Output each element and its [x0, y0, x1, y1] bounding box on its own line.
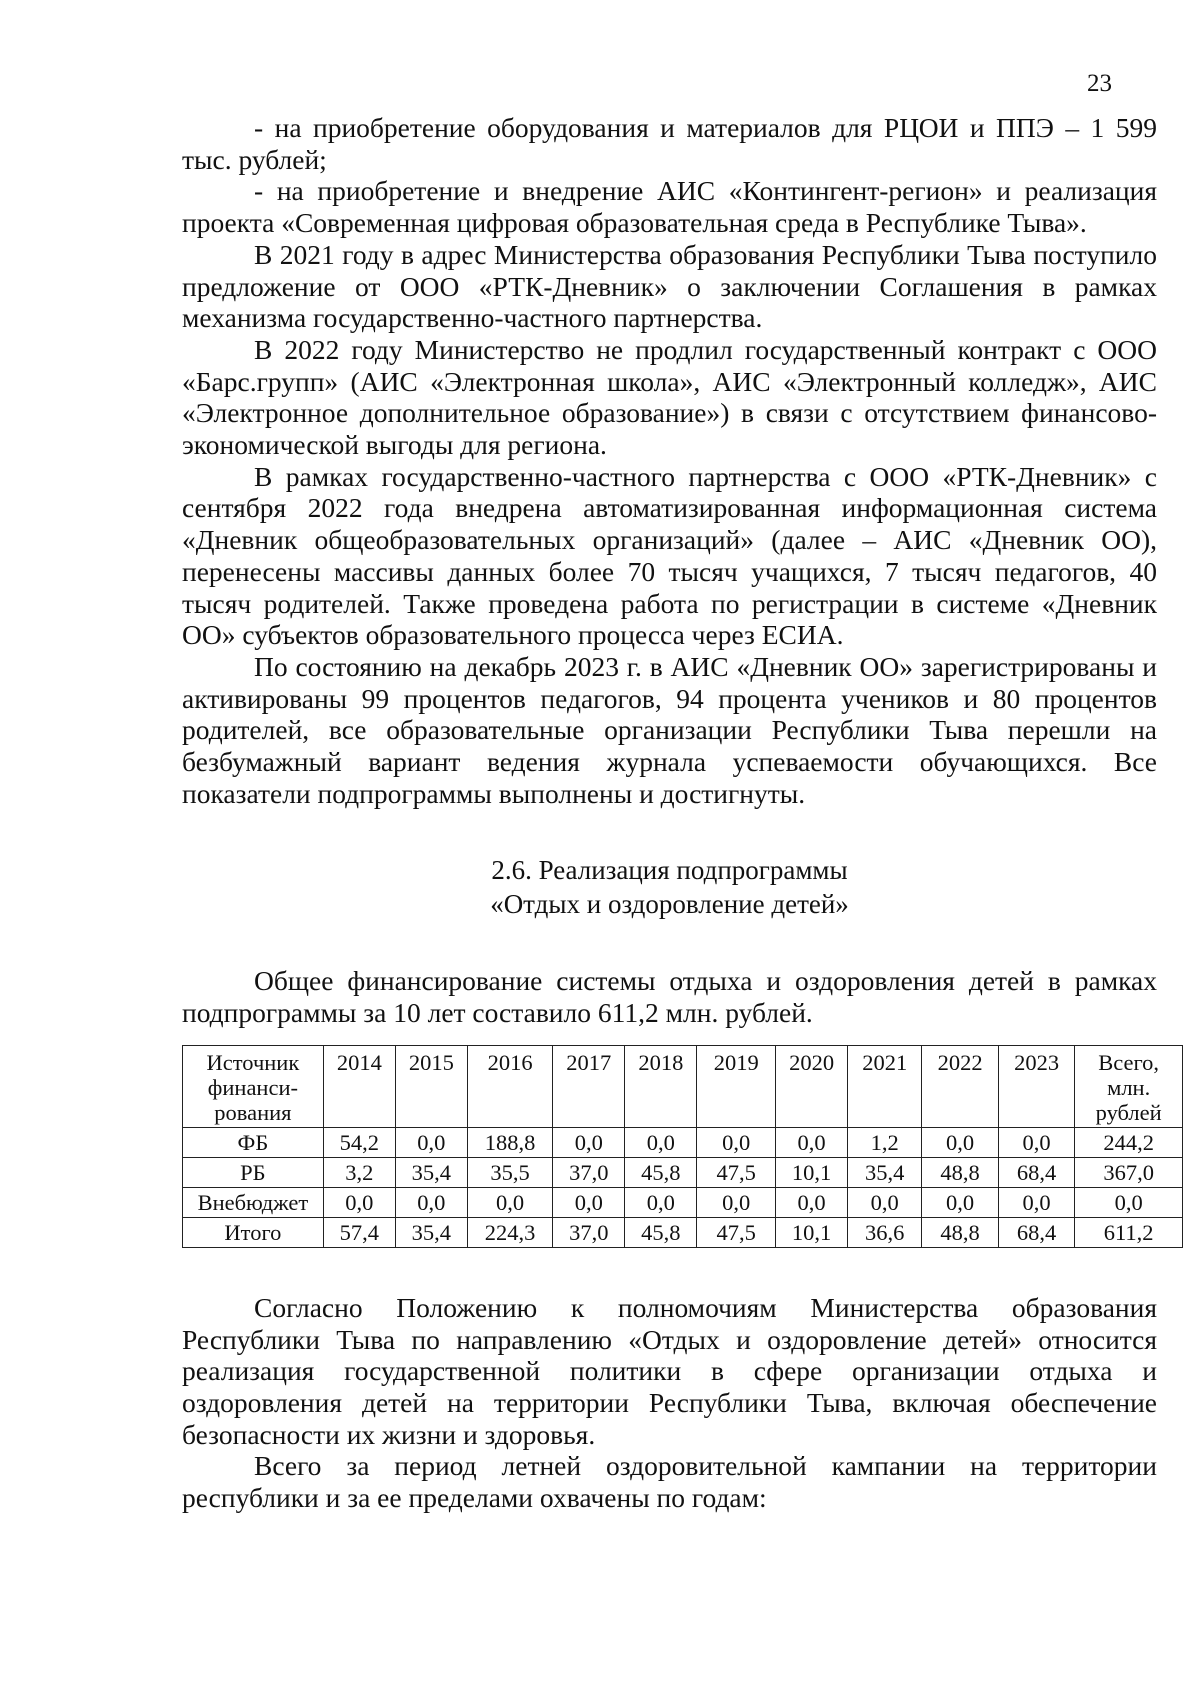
table-cell: 47,5	[697, 1157, 776, 1187]
table-row	[183, 1157, 1183, 1187]
table-cell: 188,8	[467, 1127, 552, 1157]
column-header: Всего, млн. рублей	[1075, 1045, 1183, 1127]
table-cell: 45,8	[625, 1157, 697, 1187]
table-cell: 0,0	[776, 1127, 848, 1157]
table-cell: 35,4	[848, 1157, 922, 1187]
table-cell: 0,0	[467, 1187, 552, 1217]
table-cell: 57,4	[323, 1217, 395, 1247]
paragraph: Всего за период летней оздоровительной кампании на территории республики и за ее пределами охвачены по годам:	[182, 1450, 1157, 1514]
column-header: 2023	[998, 1045, 1074, 1127]
column-header: 2018	[625, 1045, 697, 1127]
column-header: Источник финанси-рования	[183, 1045, 324, 1127]
column-header: 2016	[467, 1045, 552, 1127]
table-cell: 68,4	[998, 1217, 1074, 1247]
table-cell: 0,0	[776, 1187, 848, 1217]
section-heading-line: «Отдых и оздоровление детей»	[490, 889, 849, 920]
paragraph: - на приобретение и внедрение АИС «Контингент-регион» и реализация проекта «Современная цифровая образовательная среда в Республике Тыва».	[182, 175, 1157, 239]
column-header: 2014	[323, 1045, 395, 1127]
paragraph: В 2021 году в адрес Министерства образования Республики Тыва поступило предложение от ООО «РТК-Дневник» о заключении Соглашения в рамках механизма государственно-частного партнерства.	[182, 238, 1157, 334]
table-cell: 37,0	[553, 1157, 625, 1187]
financing-table	[182, 1045, 1183, 1248]
table-cell: 54,2	[323, 1127, 395, 1157]
table-cell: 35,5	[467, 1157, 552, 1187]
table-row	[183, 1127, 1183, 1157]
table-cell: 48,8	[922, 1157, 998, 1187]
table-header-row	[183, 1045, 1183, 1127]
table-cell: 0,0	[625, 1187, 697, 1217]
table-cell: 0,0	[697, 1127, 776, 1157]
table-cell: 224,3	[467, 1217, 552, 1247]
column-header: 2017	[553, 1045, 625, 1127]
table-cell: 45,8	[625, 1217, 697, 1247]
paragraph: По состоянию на декабрь 2023 г. в АИС «Дневник ОО» зарегистрированы и активированы 99 процентов педагогов, 94 процента учеников и 80 процентов родителей, все образовательные организации Республики Тыва перешли на безбумажный вариант ведения журнала успеваемости обучающихся. Все показатели подпрограммы выполнены и достигнуты.	[182, 650, 1157, 809]
document-body	[182, 112, 1162, 1514]
table-cell: 3,2	[323, 1157, 395, 1187]
table-cell: 10,1	[776, 1217, 848, 1247]
paragraph: В 2022 году Министерство не продлил государственный контракт с ООО «Барс.групп» (АИС «Электронная школа», АИС «Электронный колледж», АИС «Электронное дополнительное образование») в связи с отсутствием финансово-экономической выгоды для региона.	[182, 333, 1157, 461]
column-header: 2021	[848, 1045, 922, 1127]
table-cell: 611,2	[1075, 1217, 1183, 1247]
table-cell: 0,0	[395, 1187, 467, 1217]
section-heading-line: 2.6. Реализация подпрограммы	[491, 855, 848, 886]
table-cell: Итого	[183, 1217, 324, 1247]
table-cell: ФБ	[183, 1127, 324, 1157]
table-cell: 0,0	[553, 1127, 625, 1157]
table-cell: 37,0	[553, 1217, 625, 1247]
table-cell: 47,5	[697, 1217, 776, 1247]
table-row	[183, 1217, 1183, 1247]
table-cell: 0,0	[848, 1187, 922, 1217]
table-cell: 0,0	[625, 1127, 697, 1157]
table-cell: 0,0	[553, 1187, 625, 1217]
table-cell: 1,2	[848, 1127, 922, 1157]
section-heading	[182, 853, 1157, 921]
intro-paragraph: Общее финансирование системы отдыха и оздоровления детей в рамках подпрограммы за 10 лет составило 611,2 млн. рублей.	[182, 965, 1157, 1029]
column-header: 2015	[395, 1045, 467, 1127]
paragraph: Согласно Положению к полномочиям Министерства образования Республики Тыва по направлению «Отдых и оздоровление детей» относится реализация государственной политики в сфере организации отдыха и оздоровления детей на территории Республики Тыва, включая обеспечение безопасности их жизни и здоровья.	[182, 1291, 1157, 1450]
table-cell: 35,4	[395, 1217, 467, 1247]
table-cell: 0,0	[998, 1187, 1074, 1217]
table-cell: 0,0	[1075, 1187, 1183, 1217]
page-number: 23	[1087, 70, 1112, 97]
table-cell: 48,8	[922, 1217, 998, 1247]
table-cell: 0,0	[697, 1187, 776, 1217]
column-header: 2020	[776, 1045, 848, 1127]
table-cell: 0,0	[998, 1127, 1074, 1157]
table-cell: 10,1	[776, 1157, 848, 1187]
table-cell: 68,4	[998, 1157, 1074, 1187]
table-cell: 35,4	[395, 1157, 467, 1187]
column-header: 2019	[697, 1045, 776, 1127]
table-cell: 244,2	[1075, 1127, 1183, 1157]
paragraph: В рамках государственно-частного партнерства с ООО «РТК-Дневник» с сентября 2022 года внедрена автоматизированная информационная система «Дневник общеобразовательных организаций» (далее – АИС «Дневник ОО), перенесены массивы данных более 70 тысяч учащихся, 7 тысяч педагогов, 40 тысяч родителей. Также проведена работа по регистрации в системе «Дневник ОО» субъектов образовательного процесса через ЕСИА.	[182, 460, 1157, 651]
table-cell: Внебюджет	[183, 1187, 324, 1217]
column-header: 2022	[922, 1045, 998, 1127]
paragraph: - на приобретение оборудования и материалов для РЦОИ и ППЭ – 1 599 тыс. рублей;	[182, 112, 1157, 175]
table-cell: РБ	[183, 1157, 324, 1187]
table-cell: 367,0	[1075, 1157, 1183, 1187]
table-cell: 0,0	[922, 1127, 998, 1157]
table-row	[183, 1187, 1183, 1217]
table-cell: 0,0	[922, 1187, 998, 1217]
table-cell: 0,0	[395, 1127, 467, 1157]
table-cell: 0,0	[323, 1187, 395, 1217]
table-cell: 36,6	[848, 1217, 922, 1247]
